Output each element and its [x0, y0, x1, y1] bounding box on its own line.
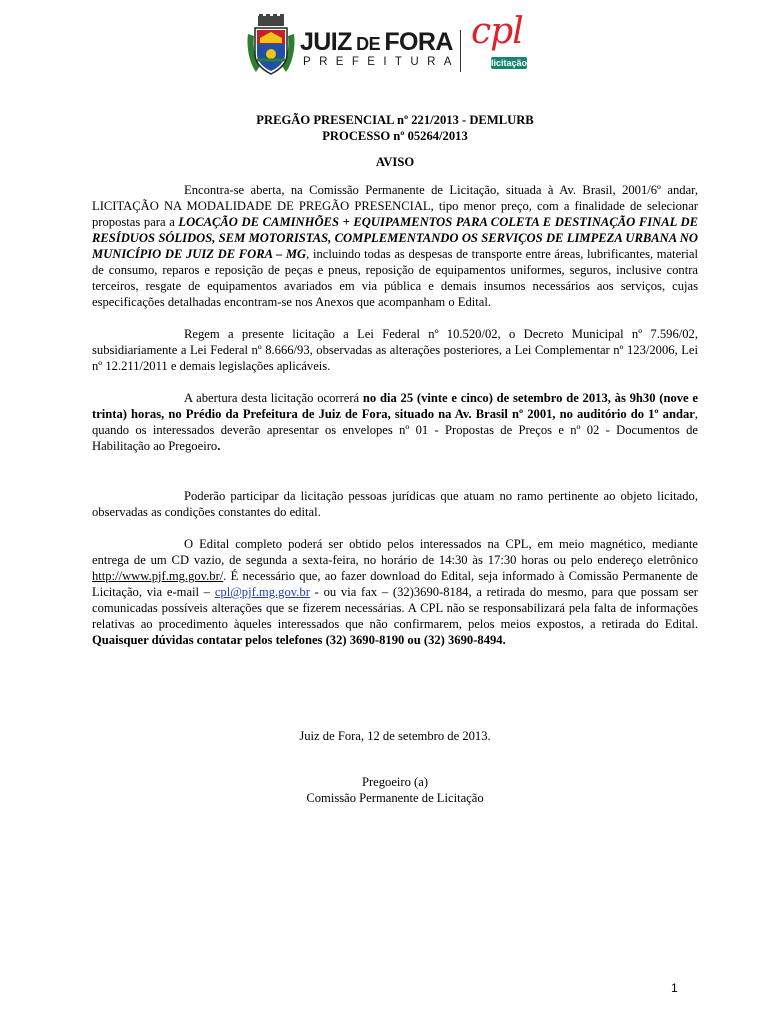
signatory-commission: Comissão Permanente de Licitação	[306, 791, 484, 805]
email-link[interactable]: cpl@pjf.mg.gov.br	[214, 585, 310, 599]
cpl-logo-text: cpl	[471, 11, 523, 52]
notice-body	[92, 112, 699, 805]
paragraph-object: Encontra-se aberta, na Comissão Permanente de Licitação, situada à Av. Brasil, 2001/6º andar, LICITAÇÃO NA MODALIDADE DE PREGÃO PRESENCIAL, tipo menor preço, com a finalidade de selecionar propostas para a LOCAÇÃO DE CAMINHÕES + EQUIPAMENTOS PARA COLETA E DESTINAÇÃO FINAL DE RESÍDUOS SÓLIDOS, SEM MOTORISTAS, COMPLEMENTANDO OS SERVIÇOS DE LIMPEZA URBANA NO MUNICÍPIO DE JUIZ DE FORA – MG, incluindo todas as despesas de transporte entre áreas, lubrificantes, material de consumo, reparos e reposição de peças e pneus, reposição de equipamentos uniformes, seguros, inclusive contra terceiros, resgate de equipamentos avariados em via pública e demais insumos necessários aos serviços, cujas especificações detalhadas encontram-se nos Anexos que acompanham o Edital.	[92, 183, 698, 309]
brand-name: JUIZ DE FORA	[300, 28, 453, 56]
issue-date: Juiz de Fora, 12 de setembro de 2013.	[299, 729, 491, 743]
cpl-logo-badge: licitação	[491, 58, 528, 68]
brand-subtitle: PREFEITURA	[303, 56, 460, 68]
website-link[interactable]: http://www.pjf.mg.gov.br/	[92, 569, 224, 583]
logo-divider	[460, 30, 461, 72]
coat-of-arms-icon	[246, 14, 296, 78]
notice-title-line2: PROCESSO nº 05264/2013	[322, 129, 468, 143]
signatory-role: Pregoeiro (a)	[361, 775, 429, 789]
notice-heading: AVISO	[375, 155, 415, 169]
page-number: 1	[671, 981, 678, 995]
paragraph-legislation: Regem a presente licitação a Lei Federal nº 10.520/02, o Decreto Municipal nº 7.596/02, subsidiariamente a Lei Federal nº 8.666/93, observadas as alterações posteriores, a Lei Complementar nº 123/2006, Lei nº 12.211/2011 e demais legislações aplicáveis.	[92, 327, 698, 373]
paragraph-edital: O Edital completo poderá ser obtido pelos interessados na CPL, em meio magnético, mediante entrega de um CD vazio, de segunda a sexta-feira, no horário de 14:30 às 17:30 horas ou pelo endereço eletrônico http://www.pjf.mg.gov.br/. É necessário que, ao fazer download do Edital, seja informado à Comissão Permanente de Licitação, via e-mail – cpl@pjf.mg.gov.br - ou via fax – (32)3690-8184, a retirada do mesmo, para que possam ser comunicadas possíveis alterações que se fizerem necessárias. A CPL não se responsabilizará pela falta de informações relativas ao procedimento àqueles interessados que não confirmarem, pelos meios expostos, a retirada do Edital. Quaisquer dúvidas contatar pelos telefones (32) 3690-8190 ou (32) 3690-8494.	[92, 537, 699, 647]
notice-title-line1: PREGÃO PRESENCIAL nº 221/2013 - DEMLURB	[256, 113, 534, 127]
paragraph-participation: Poderão participar da licitação pessoas jurídicas que atuam no ramo pertinente ao objeto licitado, observadas as condições constantes do edital.	[92, 489, 698, 519]
paragraph-opening: A abertura desta licitação ocorrerá no dia 25 (vinte e cinco) de setembro de 2013, às 9h30 (nove e trinta) horas, no Prédio da Prefeitura de Juiz de Fora, situado na Av. Brasil nº 2001, no auditório do 1º andar, quando os interessados deverão apresentar os envelopes nº 01 - Propostas de Preços e nº 02 - Documentos de Habilitação ao Pregoeiro.	[92, 391, 698, 453]
letterhead	[0, 0, 770, 85]
